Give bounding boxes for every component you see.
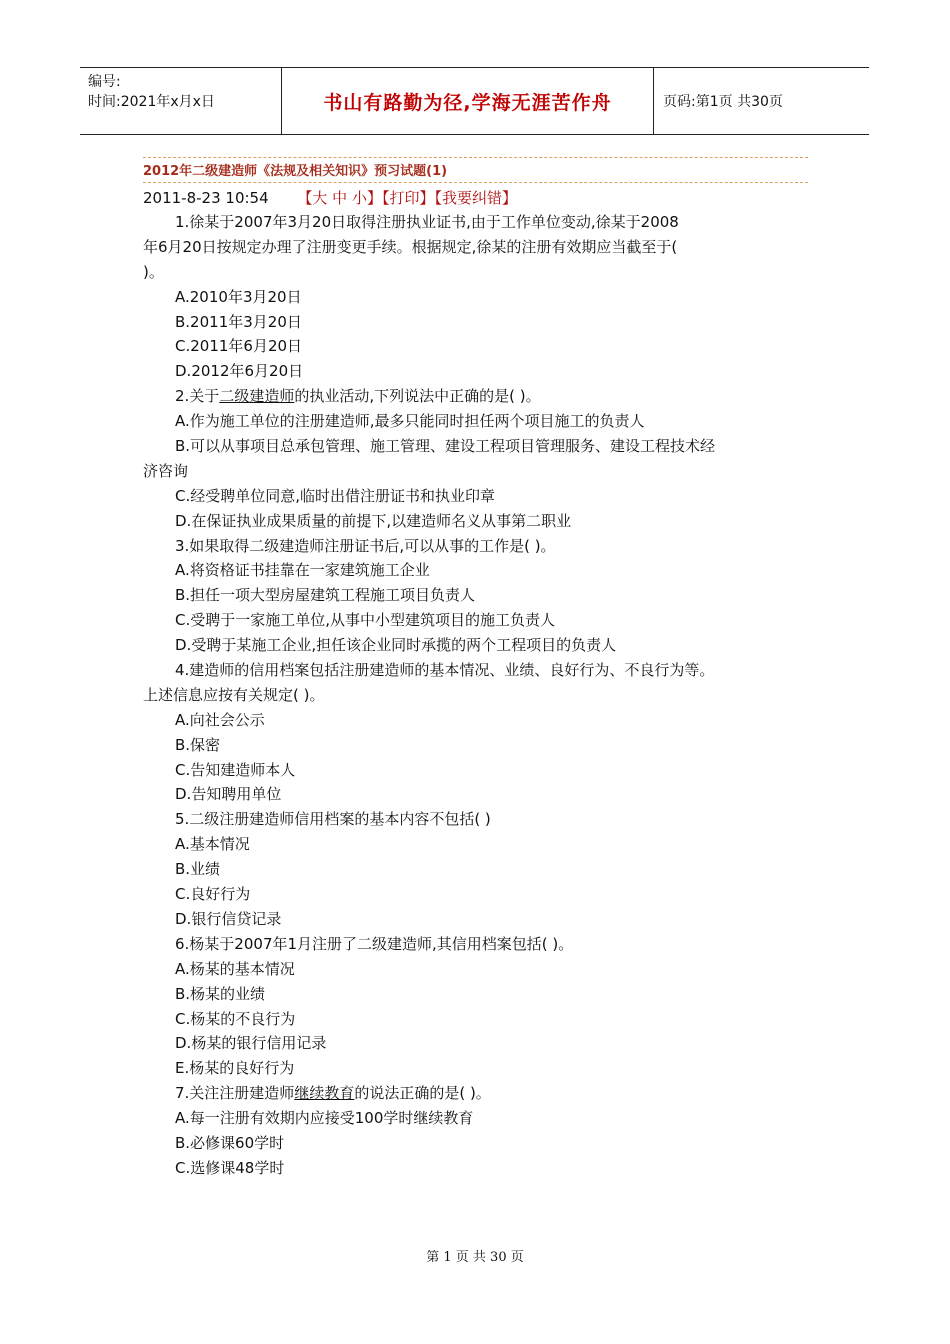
text-line: C.告知建造师本人: [175, 760, 296, 779]
dashed-divider-bottom: [143, 182, 808, 183]
underlined-term[interactable]: 二级建造师: [219, 387, 295, 406]
text-line: 4.建造师的信用档案包括注册建造师的基本情况、业绩、良好行为、不良行为等。: [175, 661, 715, 680]
page-footer: 第 1 页 共 30 页: [426, 1250, 524, 1265]
text-line: 1.徐某于2007年3月20日取得注册执业证书,由于工作单位变动,徐某于2008: [175, 213, 679, 231]
text-line: 年6月20日按规定办理了注册变更手续。根据规定,徐某的注册有效期应当截至于(: [143, 237, 678, 256]
text-line: 2.关于二级建造师的执业活动,下列说法中正确的是( )。: [175, 387, 541, 406]
text-line: 6.杨某于2007年1月注册了二级建造师,其信用档案包括( )。: [175, 934, 574, 953]
underlined-term[interactable]: 继续教育: [294, 1084, 355, 1103]
text-line: D.在保证执业成果质量的前提下,以建造师名义从事第二职业: [175, 511, 572, 530]
text-line: C.杨某的不良行为: [175, 1009, 296, 1028]
time-label: 时间:2021年x月x日: [88, 94, 215, 110]
text-line: D.告知聘用单位: [175, 785, 282, 804]
text-line: C.选修课48学时: [175, 1158, 285, 1177]
article-title: 2012年二级建造师《法规及相关知识》预习试题(1): [143, 164, 448, 179]
text-line: E.杨某的良好行为: [175, 1059, 295, 1078]
question-body: [143, 210, 808, 1181]
header-motto-cell: [282, 68, 654, 134]
text-line: 5.二级注册建造师信用档案的基本内容不包括( ): [175, 810, 491, 829]
motto: 书山有路勤为径,学海无涯苦作舟: [323, 91, 612, 114]
article-tools[interactable]: 【大 中 小】【打印】【我要纠错】: [297, 189, 517, 207]
document-header: [80, 67, 869, 135]
text-line: D.杨某的银行信用记录: [175, 1034, 327, 1053]
text-line: 济咨询: [143, 461, 189, 480]
text-line: )。: [143, 262, 164, 281]
text-line: 7.关注注册建造师继续教育的说法正确的是( )。: [175, 1084, 491, 1103]
number-label: 编号:: [88, 74, 121, 90]
text-line: 3.如果取得二级建造师注册证书后,可以从事的工作是( )。: [175, 536, 556, 555]
text-line: B.杨某的业绩: [175, 984, 266, 1003]
text-line: C.良好行为: [175, 885, 251, 904]
text-line: C.受聘于一家施工单位,从事中小型建筑项目的施工负责人: [175, 611, 556, 630]
text-line: A.2010年3月20日: [175, 287, 302, 306]
text-line: A.每一注册有效期内应接受100学时继续教育: [175, 1109, 474, 1128]
header-left-cell: [80, 68, 282, 134]
text-line: 上述信息应按有关规定( )。: [143, 685, 325, 704]
dashed-divider-top: [143, 157, 808, 158]
text-line: B.可以从事项目总承包管理、施工管理、建设工程项目管理服务、建设工程技术经: [175, 437, 716, 456]
text-line: C.2011年6月20日: [175, 337, 303, 356]
article-meta: [143, 187, 517, 208]
text-line: A.作为施工单位的注册建造师,最多只能同时担任两个项目施工的负责人: [175, 412, 645, 431]
page-label: 页码:第1页 共30页: [663, 94, 783, 110]
text-line: C.经受聘单位同意,临时出借注册证书和执业印章: [175, 486, 496, 505]
text-line: D.受聘于某施工企业,担任该企业同时承揽的两个工程项目的负责人: [175, 636, 617, 655]
text-line: A.基本情况: [175, 835, 250, 854]
text-line: B.必修课60学时: [175, 1133, 285, 1152]
text-line: A.向社会公示: [175, 710, 265, 729]
article-datetime: 2011-8-23 10:54: [143, 189, 269, 207]
text-line: B.2011年3月20日: [175, 312, 302, 331]
text-line: A.将资格证书挂靠在一家建筑施工企业: [175, 561, 430, 580]
text-line: D.2012年6月20日: [175, 362, 304, 381]
text-line: B.担任一项大型房屋建筑工程施工项目负责人: [175, 586, 476, 605]
text-line: B.业绩: [175, 860, 221, 879]
header-right-cell: [654, 68, 869, 134]
text-line: A.杨某的基本情况: [175, 959, 295, 978]
text-line: B.保密: [175, 735, 221, 754]
text-line: D.银行信贷记录: [175, 909, 282, 928]
